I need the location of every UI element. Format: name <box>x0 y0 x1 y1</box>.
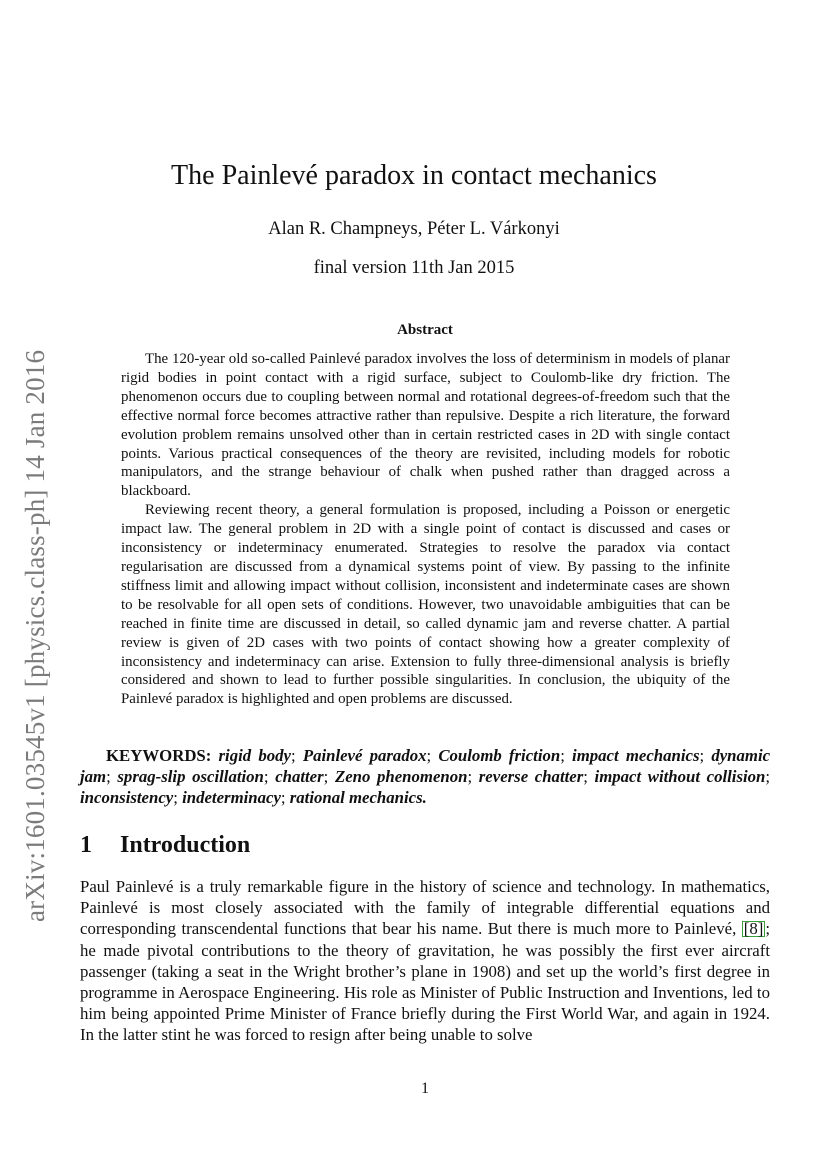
keyword: reverse chatter <box>478 767 584 787</box>
keyword: Zeno phenomenon <box>334 767 468 787</box>
abstract-body <box>121 350 730 709</box>
keyword: Coulomb friction <box>438 746 561 765</box>
citation-link[interactable]: [8] <box>743 919 764 939</box>
introduction-body <box>80 876 770 1046</box>
keyword: sprag-slip oscillation <box>117 767 264 787</box>
section-title: Introduction <box>120 832 251 858</box>
abstract-paragraph-1: The 120-year old so-called Painlevé paradox involves the loss of determinism in models of planar rigid bodies in point contact with a rigid surface, subject to Coulomb-like dry friction. The phenomenon occurs due to coupling between normal and rotational degrees-of-freedom such that the effective normal force becomes attractive rather than repulsive. Despite a rich literature, the forward evolution problem remains unsolved other than in certain restricted cases in 2D with single contact points. Various practical consequences of the theory are revisited, including models for robotic manipulators, and the strange behaviour of chalk when pushed rather than dragged across a blackboard. <box>121 351 730 500</box>
introduction-paragraph <box>80 876 770 1046</box>
intro-text-part-1: Paul Painlevé is a truly remarkable figure in the history of science and technology. In mathematics, Painlevé is most closely associated with the family of integrable differential equations and corresponding transcendental functions that bear his name. But there is much more to Painlevé, <box>80 877 770 939</box>
keyword: inconsistency <box>80 788 174 808</box>
section-heading-introduction <box>80 832 250 859</box>
keyword: impact mechanics <box>572 746 700 765</box>
arxiv-identifier-sidebar: arXiv:1601.03545v1 [physics.class-ph] 14 Jan 2016 <box>20 349 50 922</box>
keyword: dynamic jam <box>80 746 771 787</box>
paper-title: The Painlevé paradox in contact mechanics <box>171 160 657 191</box>
keywords-label: KEYWORDS: <box>106 746 212 765</box>
keyword: chatter <box>275 767 324 787</box>
abstract-paragraph-2: Reviewing recent theory, a general formulation is proposed, including a Poisson or energetic impact law. The general problem in 2D with a single point of contact is discussed and cases or inconsistency or indeterminacy enumerated. Strategies to resolve the paradox via contact regularisation are discussed from a dynamical systems point of view. By passing to the infinite stiffness limit and allowing impact without collision, inconsistent and indeterminate cases are shown to be resolvable for all open sets of conditions. However, two unavoidable ambiguities that can be reached in finite time are discussed in detail, so called dynamic jam and reverse chatter. A partial review is given of 2D cases with two points of contact showing how a greater complexity of inconsistency and indeterminacy can arise. Extension to fully three-dimensional analysis is briefly considered and shown to lead to further possible singularities. In conclusion, the ubiquity of the Painlevé paradox is highlighted and open problems are discussed. <box>121 502 730 708</box>
keyword: rigid body <box>218 746 291 765</box>
keyword: rational mechanics. <box>289 788 427 808</box>
section-number: 1 <box>80 832 92 858</box>
paper-date: final version 11th Jan 2015 <box>313 258 515 278</box>
keyword: indeterminacy <box>182 788 281 808</box>
paper-authors: Alan R. Champneys, Péter L. Várkonyi <box>268 219 560 239</box>
intro-text-part-2: ; he made pivotal contributions to the theory of gravitation, he was possibly the first ever aircraft passenger (taking a seat in the Wright brother’s plane in 1908) and set up the world’s first degree in programme in Aerospace Engineering. His role as Minister of Public Instruction and Inventions, led to him being appointed Prime Minister of France briefly during the First World War, and again in 1924. In the latter stint he was forced to resign after being unable to solve <box>80 919 770 1045</box>
keywords-block: KEYWORDS: rigid body; Painlevé paradox; Coulomb friction; impact mechanics; dynamic jam; sprag-slip oscillation; chatter; Zeno phenomenon; reverse chatter; impact without collision; inconsistency; indeterminacy; rational mechanics. <box>80 746 771 808</box>
keyword: impact without collision <box>594 767 766 787</box>
keyword: Painlevé paradox <box>302 746 427 765</box>
abstract-heading: Abstract <box>397 322 453 338</box>
page-number: 1 <box>421 1080 429 1097</box>
